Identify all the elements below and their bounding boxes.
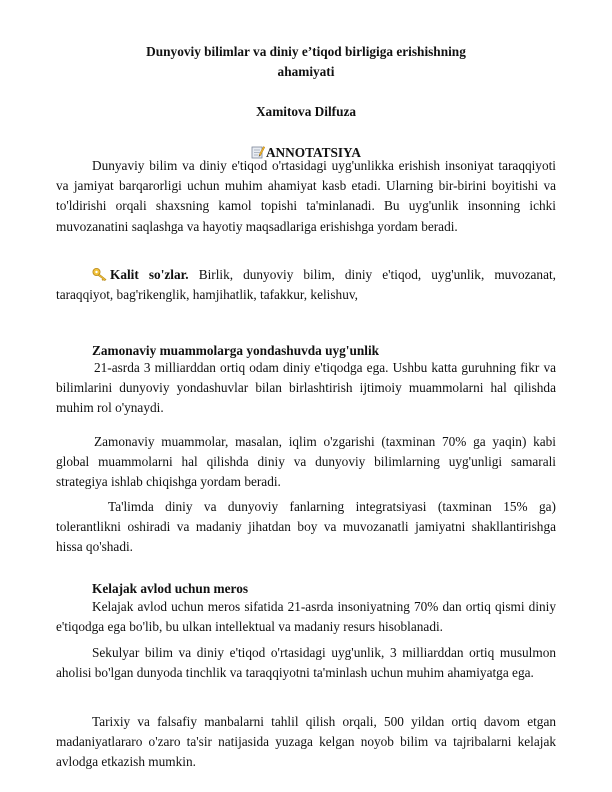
section-2-paragraph-1: Kelajak avlod uchun meros sifatida 21-asrda insoniyatning 70% dan ortiq qismi diniy e'tiqodga ega bo'lib, bu ulkan intellektual va madaniy resurs hisoblanadi.	[56, 599, 556, 635]
section-1-paragraph-2: Zamonaviy muammolar, masalan, iqlim o'zgarishi (taxminan 70% ga yaqin) kabi global muammolarni hal qilishda diniy va dunyoviy bilimlarning uyg'unligi samarali strategiya ishlab chiqishga yordam beradi.	[56, 434, 556, 490]
section-1-paragraph-1: 21-asrda 3 milliarddan ortiq odam diniy e'tiqodga ega. Ushbu katta guruhning fikr va bilimlarini dunyoviy yondashuvlar bilan birlashtirish ijtimoiy muammolarni hal qilishda muhim rol o'ynaydi.	[56, 360, 556, 416]
author-name: Xamitova Dilfuza	[255, 104, 357, 119]
section-2-paragraph-2: Sekulyar bilim va diniy e'tiqod o'rtasidagi uyg'unlik, 3 milliarddan ortiq musulmon aholisi bo'lgan dunyoda tinchlik va taraqqiyotni ta'minlash uchun muhim ahamiyatga ega.	[56, 645, 556, 681]
keywords-label: Kalit so'zlar.	[110, 267, 189, 282]
title-line-2: ahamiyati	[277, 64, 335, 79]
keywords-text: Birlik, dunyoviy bilim, diniy e'tiqod, uyg'unlik, muvozanat, taraqqiyot, bag'rikenglik, hamjihatlik, tafakkur, kelishuv,	[56, 267, 556, 303]
section-2-heading: Kelajak avlod uchun meros	[92, 581, 249, 596]
section-2-paragraph-3: Tarixiy va falsafiy manbalarni tahlil qilish orqali, 500 yildan ortiq davom etgan madaniyatlararo o'zaro ta'sir natijasida yuzaga kelgan noyob bilim va tajribalarni kelajak avlodga etkazish mumkin.	[56, 714, 556, 770]
key-icon	[92, 267, 108, 281]
section-1-heading: Zamonaviy muammolarga yondashuvda uyg'unlik	[92, 343, 380, 358]
section-1-paragraph-3: Ta'limda diniy va dunyoviy fanlarning integratsiyasi (taxminan 15% ga) tolerantlikni oshiradi va madaniy jihatdan boy va muvozanatli jamiyatni shakllantirishga hissa qo'shadi.	[56, 499, 556, 555]
keywords-paragraph	[56, 265, 556, 305]
annotation-text: Dunyaviy bilim va diniy e'tiqod o'rtasidagi uyg'unlikka erishish insoniyat taraqqiyoti va jamiyat barqarorligi uchun muhim ahamiyat kasb etadi. Ularning bir-birini boyitishi va to'ldirishi orqali shaxsning kamol topishi ta'minlanadi. Bu uyg'unlik insonning ichki muvozanatini saqlashga va hayotiy maqsadlariga erishishga yordam beradi.	[56, 158, 556, 234]
title-line-1: Dunyoviy bilimlar va diniy e’tiqod birligiga erishishning	[146, 44, 466, 59]
annotation-heading-text: ANNOTATSIYA	[265, 145, 362, 160]
